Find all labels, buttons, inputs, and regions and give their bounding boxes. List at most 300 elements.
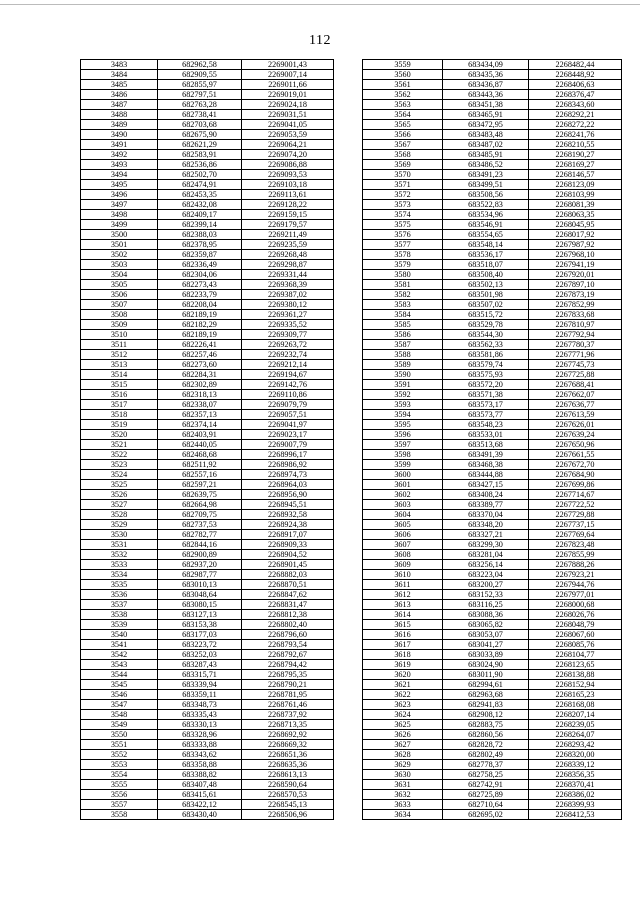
y-coordinate-cell: 2268264,07 <box>529 730 622 740</box>
point-number-cell: 3565 <box>363 120 443 130</box>
table-row <box>363 740 622 750</box>
y-coordinate-cell: 2268964,03 <box>242 480 334 490</box>
y-coordinate-cell: 2268761,46 <box>242 700 334 710</box>
x-coordinate-cell: 683065,82 <box>443 620 529 630</box>
x-coordinate-cell: 683468,38 <box>443 460 529 470</box>
y-coordinate-cell: 2269023,17 <box>242 430 334 440</box>
table-row <box>81 400 334 410</box>
point-number-cell: 3492 <box>81 150 158 160</box>
table-row <box>81 130 334 140</box>
point-number-cell: 3618 <box>363 650 443 660</box>
y-coordinate-cell: 2268320,00 <box>529 750 622 760</box>
y-coordinate-cell: 2267920,01 <box>529 270 622 280</box>
table-row <box>363 550 622 560</box>
point-number-cell: 3537 <box>81 600 158 610</box>
point-number-cell: 3605 <box>363 520 443 530</box>
x-coordinate-cell: 683041,27 <box>443 640 529 650</box>
table-row <box>363 720 622 730</box>
y-coordinate-cell: 2268146,57 <box>529 170 622 180</box>
table-row <box>81 120 334 130</box>
point-number-cell: 3541 <box>81 640 158 650</box>
y-coordinate-cell: 2268793,54 <box>242 640 334 650</box>
x-coordinate-cell: 683177,03 <box>158 630 242 640</box>
x-coordinate-cell: 683430,40 <box>158 810 242 820</box>
point-number-cell: 3570 <box>363 170 443 180</box>
point-number-cell: 3564 <box>363 110 443 120</box>
x-coordinate-cell: 683024,90 <box>443 660 529 670</box>
table-row <box>81 360 334 370</box>
x-coordinate-cell: 683518,07 <box>443 260 529 270</box>
x-coordinate-cell: 682403,91 <box>158 430 242 440</box>
y-coordinate-cell: 2269128,22 <box>242 200 334 210</box>
table-row <box>81 680 334 690</box>
y-coordinate-cell: 2268103,99 <box>529 190 622 200</box>
point-number-cell: 3622 <box>363 690 443 700</box>
table-row <box>363 770 622 780</box>
table-row <box>81 310 334 320</box>
y-coordinate-cell: 2268085,76 <box>529 640 622 650</box>
table-row <box>81 520 334 530</box>
y-coordinate-cell: 2268847,62 <box>242 590 334 600</box>
y-coordinate-cell: 2267639,24 <box>529 430 622 440</box>
table-row <box>363 270 622 280</box>
point-number-cell: 3503 <box>81 260 158 270</box>
point-number-cell: 3592 <box>363 390 443 400</box>
x-coordinate-cell: 682536,86 <box>158 160 242 170</box>
y-coordinate-cell: 2267688,41 <box>529 380 622 390</box>
point-number-cell: 3621 <box>363 680 443 690</box>
x-coordinate-cell: 683127,13 <box>158 610 242 620</box>
x-coordinate-cell: 683579,74 <box>443 360 529 370</box>
x-coordinate-cell: 682273,60 <box>158 360 242 370</box>
point-number-cell: 3612 <box>363 590 443 600</box>
coordinate-table-left <box>80 59 334 820</box>
x-coordinate-cell: 683508,40 <box>443 270 529 280</box>
x-coordinate-cell: 682758,25 <box>443 770 529 780</box>
y-coordinate-cell: 2269211,49 <box>242 230 334 240</box>
x-coordinate-cell: 683472,95 <box>443 120 529 130</box>
table-row <box>81 560 334 570</box>
point-number-cell: 3509 <box>81 320 158 330</box>
point-number-cell: 3538 <box>81 610 158 620</box>
y-coordinate-cell: 2269309,77 <box>242 330 334 340</box>
x-coordinate-cell: 683359,11 <box>158 690 242 700</box>
table-row <box>363 330 622 340</box>
y-coordinate-cell: 2268974,73 <box>242 470 334 480</box>
y-coordinate-cell: 2269103,18 <box>242 180 334 190</box>
table-row <box>363 640 622 650</box>
point-number-cell: 3483 <box>81 60 158 70</box>
point-number-cell: 3579 <box>363 260 443 270</box>
table-row <box>363 180 622 190</box>
x-coordinate-cell: 682302,89 <box>158 380 242 390</box>
table-row <box>363 240 622 250</box>
y-coordinate-cell: 2268169,27 <box>529 160 622 170</box>
x-coordinate-cell: 682502,70 <box>158 170 242 180</box>
x-coordinate-cell: 682860,56 <box>443 730 529 740</box>
table-row <box>363 300 622 310</box>
point-number-cell: 3524 <box>81 470 158 480</box>
table-row <box>363 570 622 580</box>
x-coordinate-cell: 683573,77 <box>443 410 529 420</box>
table-row <box>363 440 622 450</box>
x-coordinate-cell: 682409,17 <box>158 210 242 220</box>
table-row <box>81 90 334 100</box>
point-number-cell: 3573 <box>363 200 443 210</box>
x-coordinate-cell: 682737,53 <box>158 520 242 530</box>
x-coordinate-cell: 682359,87 <box>158 250 242 260</box>
table-row <box>363 530 622 540</box>
point-number-cell: 3508 <box>81 310 158 320</box>
y-coordinate-cell: 2268104,77 <box>529 650 622 660</box>
y-coordinate-cell: 2268802,40 <box>242 620 334 630</box>
y-coordinate-cell: 2268067,60 <box>529 630 622 640</box>
x-coordinate-cell: 682909,55 <box>158 70 242 80</box>
point-number-cell: 3576 <box>363 230 443 240</box>
point-number-cell: 3495 <box>81 180 158 190</box>
y-coordinate-cell: 2268063,35 <box>529 210 622 220</box>
table-row <box>81 720 334 730</box>
table-row <box>363 510 622 520</box>
table-row <box>81 500 334 510</box>
point-number-cell: 3590 <box>363 370 443 380</box>
table-row <box>81 220 334 230</box>
table-row <box>363 420 622 430</box>
table-row <box>81 450 334 460</box>
table-row <box>363 340 622 350</box>
x-coordinate-cell: 682440,05 <box>158 440 242 450</box>
x-coordinate-cell: 683575,93 <box>443 370 529 380</box>
table-row <box>81 420 334 430</box>
x-coordinate-cell: 683491,39 <box>443 450 529 460</box>
point-number-cell: 3586 <box>363 330 443 340</box>
y-coordinate-cell: 2268924,38 <box>242 520 334 530</box>
x-coordinate-cell: 683200,27 <box>443 580 529 590</box>
table-row <box>363 710 622 720</box>
point-number-cell: 3493 <box>81 160 158 170</box>
point-number-cell: 3580 <box>363 270 443 280</box>
table-row <box>363 560 622 570</box>
y-coordinate-cell: 2267684,90 <box>529 470 622 480</box>
x-coordinate-cell: 683358,88 <box>158 760 242 770</box>
y-coordinate-cell: 2269298,87 <box>242 260 334 270</box>
x-coordinate-cell: 683330,13 <box>158 720 242 730</box>
table-row <box>81 110 334 120</box>
table-row <box>363 130 622 140</box>
table-row <box>81 370 334 380</box>
point-number-cell: 3527 <box>81 500 158 510</box>
point-number-cell: 3558 <box>81 810 158 820</box>
point-number-cell: 3584 <box>363 310 443 320</box>
point-number-cell: 3569 <box>363 160 443 170</box>
table-row <box>81 670 334 680</box>
table-row <box>81 610 334 620</box>
table-row <box>363 430 622 440</box>
y-coordinate-cell: 2269361,27 <box>242 310 334 320</box>
point-number-cell: 3485 <box>81 80 158 90</box>
table-row <box>363 750 622 760</box>
x-coordinate-cell: 682908,12 <box>443 710 529 720</box>
x-coordinate-cell: 683548,14 <box>443 240 529 250</box>
point-number-cell: 3528 <box>81 510 158 520</box>
table-row <box>81 210 334 220</box>
y-coordinate-cell: 2268138,88 <box>529 670 622 680</box>
table-row <box>363 460 622 470</box>
table-row <box>363 680 622 690</box>
x-coordinate-cell: 682208,04 <box>158 300 242 310</box>
y-coordinate-cell: 2268794,42 <box>242 660 334 670</box>
y-coordinate-cell: 2268956,90 <box>242 490 334 500</box>
point-number-cell: 3496 <box>81 190 158 200</box>
x-coordinate-cell: 683444,88 <box>443 470 529 480</box>
y-coordinate-cell: 2268293,42 <box>529 740 622 750</box>
point-number-cell: 3518 <box>81 410 158 420</box>
y-coordinate-cell: 2268986,92 <box>242 460 334 470</box>
table-row <box>81 200 334 210</box>
x-coordinate-cell: 683152,33 <box>443 590 529 600</box>
table-row <box>81 580 334 590</box>
table-row <box>81 260 334 270</box>
table-row <box>81 710 334 720</box>
table-row <box>363 60 622 70</box>
x-coordinate-cell: 682233,79 <box>158 290 242 300</box>
y-coordinate-cell: 2269335,52 <box>242 320 334 330</box>
y-coordinate-cell: 2268406,63 <box>529 80 622 90</box>
x-coordinate-cell: 683153,38 <box>158 620 242 630</box>
x-coordinate-cell: 683513,68 <box>443 440 529 450</box>
point-number-cell: 3620 <box>363 670 443 680</box>
point-number-cell: 3588 <box>363 350 443 360</box>
x-coordinate-cell: 682855,97 <box>158 80 242 90</box>
y-coordinate-cell: 2268168,08 <box>529 700 622 710</box>
point-number-cell: 3615 <box>363 620 443 630</box>
table-row <box>363 400 622 410</box>
y-coordinate-cell: 2269212,14 <box>242 360 334 370</box>
x-coordinate-cell: 682182,29 <box>158 320 242 330</box>
point-number-cell: 3608 <box>363 550 443 560</box>
point-number-cell: 3574 <box>363 210 443 220</box>
y-coordinate-cell: 2267613,59 <box>529 410 622 420</box>
point-number-cell: 3633 <box>363 800 443 810</box>
point-number-cell: 3491 <box>81 140 158 150</box>
point-number-cell: 3556 <box>81 790 158 800</box>
table-row <box>81 800 334 810</box>
point-number-cell: 3535 <box>81 580 158 590</box>
table-row <box>363 790 622 800</box>
table-row <box>81 730 334 740</box>
x-coordinate-cell: 682695,02 <box>443 810 529 820</box>
point-number-cell: 3634 <box>363 810 443 820</box>
table-row <box>363 290 622 300</box>
point-number-cell: 3542 <box>81 650 158 660</box>
y-coordinate-cell: 2268045,95 <box>529 220 622 230</box>
x-coordinate-cell: 683408,24 <box>443 490 529 500</box>
x-coordinate-cell: 683434,09 <box>443 60 529 70</box>
y-coordinate-cell: 2269110,86 <box>242 390 334 400</box>
x-coordinate-cell: 682189,19 <box>158 330 242 340</box>
table-row <box>81 80 334 90</box>
point-number-cell: 3490 <box>81 130 158 140</box>
x-coordinate-cell: 683348,73 <box>158 700 242 710</box>
x-coordinate-cell: 682318,13 <box>158 390 242 400</box>
x-coordinate-cell: 683487,02 <box>443 140 529 150</box>
y-coordinate-cell: 2267810,97 <box>529 320 622 330</box>
x-coordinate-cell: 682189,19 <box>158 310 242 320</box>
point-number-cell: 3627 <box>363 740 443 750</box>
point-number-cell: 3628 <box>363 750 443 760</box>
x-coordinate-cell: 682710,64 <box>443 800 529 810</box>
y-coordinate-cell: 2269007,79 <box>242 440 334 450</box>
table-row <box>363 220 622 230</box>
table-row <box>363 160 622 170</box>
y-coordinate-cell: 2267636,77 <box>529 400 622 410</box>
x-coordinate-cell: 682797,51 <box>158 90 242 100</box>
x-coordinate-cell: 683515,72 <box>443 310 529 320</box>
point-number-cell: 3602 <box>363 490 443 500</box>
x-coordinate-cell: 682987,77 <box>158 570 242 580</box>
point-number-cell: 3484 <box>81 70 158 80</box>
y-coordinate-cell: 2268651,36 <box>242 750 334 760</box>
table-row <box>363 490 622 500</box>
point-number-cell: 3507 <box>81 300 158 310</box>
table-row <box>363 480 622 490</box>
x-coordinate-cell: 683116,25 <box>443 600 529 610</box>
x-coordinate-cell: 683465,91 <box>443 110 529 120</box>
y-coordinate-cell: 2267897,10 <box>529 280 622 290</box>
table-row <box>363 700 622 710</box>
table-row <box>81 250 334 260</box>
x-coordinate-cell: 682338,07 <box>158 400 242 410</box>
point-number-cell: 3555 <box>81 780 158 790</box>
y-coordinate-cell: 2268831,47 <box>242 600 334 610</box>
x-coordinate-cell: 683451,38 <box>443 100 529 110</box>
table-row <box>363 630 622 640</box>
y-coordinate-cell: 2269179,57 <box>242 220 334 230</box>
point-number-cell: 3617 <box>363 640 443 650</box>
table-row <box>363 350 622 360</box>
table-row <box>363 380 622 390</box>
table-row <box>363 210 622 220</box>
x-coordinate-cell: 683281,04 <box>443 550 529 560</box>
y-coordinate-cell: 2269074,20 <box>242 150 334 160</box>
x-coordinate-cell: 682399,14 <box>158 220 242 230</box>
y-coordinate-cell: 2267626,01 <box>529 420 622 430</box>
table-row <box>363 760 622 770</box>
y-coordinate-cell: 2267771,96 <box>529 350 622 360</box>
x-coordinate-cell: 683223,04 <box>443 570 529 580</box>
point-number-cell: 3595 <box>363 420 443 430</box>
table-row <box>363 610 622 620</box>
table-row <box>363 140 622 150</box>
y-coordinate-cell: 2267650,96 <box>529 440 622 450</box>
table-row <box>363 310 622 320</box>
x-coordinate-cell: 682226,41 <box>158 340 242 350</box>
x-coordinate-cell: 682994,61 <box>443 680 529 690</box>
x-coordinate-cell: 682257,46 <box>158 350 242 360</box>
x-coordinate-cell: 683486,52 <box>443 160 529 170</box>
y-coordinate-cell: 2269079,79 <box>242 400 334 410</box>
x-coordinate-cell: 682937,20 <box>158 560 242 570</box>
x-coordinate-cell: 682468,68 <box>158 450 242 460</box>
y-coordinate-cell: 2268482,44 <box>529 60 622 70</box>
y-coordinate-cell: 2267888,26 <box>529 560 622 570</box>
table-row <box>81 320 334 330</box>
y-coordinate-cell: 2268207,14 <box>529 710 622 720</box>
point-number-cell: 3534 <box>81 570 158 580</box>
x-coordinate-cell: 682802,49 <box>443 750 529 760</box>
y-coordinate-cell: 2268386,02 <box>529 790 622 800</box>
y-coordinate-cell: 2269007,14 <box>242 70 334 80</box>
x-coordinate-cell: 683252,03 <box>158 650 242 660</box>
y-coordinate-cell: 2268152,94 <box>529 680 622 690</box>
x-coordinate-cell: 682900,89 <box>158 550 242 560</box>
x-coordinate-cell: 683581,86 <box>443 350 529 360</box>
x-coordinate-cell: 683011,90 <box>443 670 529 680</box>
x-coordinate-cell: 682388,03 <box>158 230 242 240</box>
point-number-cell: 3531 <box>81 540 158 550</box>
table-row <box>81 780 334 790</box>
y-coordinate-cell: 2268000,68 <box>529 600 622 610</box>
x-coordinate-cell: 683327,21 <box>443 530 529 540</box>
table-row <box>363 230 622 240</box>
x-coordinate-cell: 682557,16 <box>158 470 242 480</box>
point-number-cell: 3488 <box>81 110 158 120</box>
y-coordinate-cell: 2267987,92 <box>529 240 622 250</box>
x-coordinate-cell: 683508,56 <box>443 190 529 200</box>
x-coordinate-cell: 682304,06 <box>158 270 242 280</box>
x-coordinate-cell: 682703,68 <box>158 120 242 130</box>
table-row <box>81 180 334 190</box>
table-row <box>363 320 622 330</box>
x-coordinate-cell: 682962,58 <box>158 60 242 70</box>
point-number-cell: 3616 <box>363 630 443 640</box>
x-coordinate-cell: 682763,28 <box>158 100 242 110</box>
table-row <box>81 440 334 450</box>
point-number-cell: 3502 <box>81 250 158 260</box>
point-number-cell: 3505 <box>81 280 158 290</box>
x-coordinate-cell: 683507,02 <box>443 300 529 310</box>
x-coordinate-cell: 683499,51 <box>443 180 529 190</box>
table-row <box>363 370 622 380</box>
point-number-cell: 3626 <box>363 730 443 740</box>
y-coordinate-cell: 2268901,45 <box>242 560 334 570</box>
table-row <box>363 600 622 610</box>
y-coordinate-cell: 2268790,21 <box>242 680 334 690</box>
point-number-cell: 3519 <box>81 420 158 430</box>
table-row <box>81 230 334 240</box>
y-coordinate-cell: 2267699,86 <box>529 480 622 490</box>
table-row <box>81 350 334 360</box>
y-coordinate-cell: 2269113,61 <box>242 190 334 200</box>
table-row <box>81 760 334 770</box>
point-number-cell: 3562 <box>363 90 443 100</box>
point-number-cell: 3624 <box>363 710 443 720</box>
y-coordinate-cell: 2269159,15 <box>242 210 334 220</box>
y-coordinate-cell: 2268635,36 <box>242 760 334 770</box>
point-number-cell: 3532 <box>81 550 158 560</box>
x-coordinate-cell: 683485,91 <box>443 150 529 160</box>
point-number-cell: 3571 <box>363 180 443 190</box>
point-number-cell: 3619 <box>363 660 443 670</box>
x-coordinate-cell: 683536,17 <box>443 250 529 260</box>
y-coordinate-cell: 2268917,07 <box>242 530 334 540</box>
x-coordinate-cell: 683427,15 <box>443 480 529 490</box>
x-coordinate-cell: 683502,13 <box>443 280 529 290</box>
x-coordinate-cell: 682844,16 <box>158 540 242 550</box>
point-number-cell: 3554 <box>81 770 158 780</box>
table-row <box>81 540 334 550</box>
point-number-cell: 3546 <box>81 690 158 700</box>
